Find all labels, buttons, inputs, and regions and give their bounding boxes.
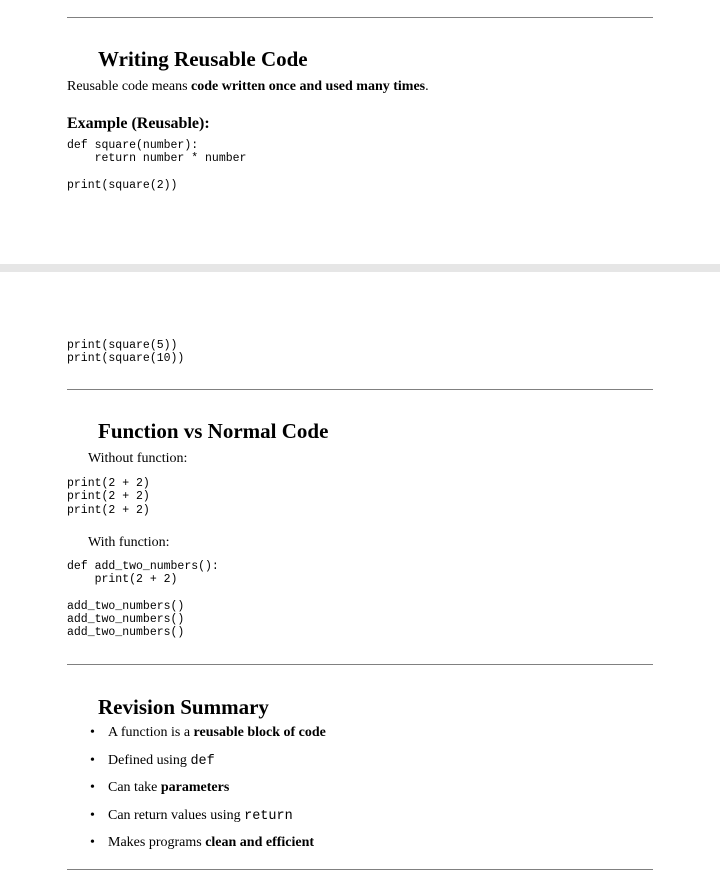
section-title: Function vs Normal Code [98,419,329,443]
list-item [90,779,326,807]
document-page-1 [0,0,720,264]
horizontal-rule [67,389,653,390]
summary-list [90,724,326,862]
list-item [90,807,326,835]
item-text: Can take [108,780,161,796]
item-bold-text: parameters [160,780,230,796]
list-item [90,834,326,862]
document-page-2 [0,272,720,879]
code-block-with-function: def add_two_numbers(): print(2 + 2) add_two_numbers() add_two_numbers() add_two_numbers() [67,560,219,640]
intro-bold-text: code written once and used many times [191,79,426,94]
item-code-keyword: return [244,808,293,824]
section-title: Writing Reusable Code [98,47,308,71]
horizontal-rule [67,17,653,18]
item-text: Can return values using [108,807,245,823]
list-item [90,724,326,752]
item-text: Defined using [108,752,191,768]
section-title: Revision Summary [98,695,269,719]
item-bold-text: reusable block of code [193,725,326,740]
code-block-without-function: print(2 + 2) print(2 + 2) print(2 + 2) [67,477,150,517]
example-heading: Example (Reusable): [67,115,210,132]
without-function-label: Without function: [88,451,188,466]
code-block-square: def square(number): return number * number print(square(2)) [67,139,247,192]
with-function-label: With function: [88,535,170,550]
item-bold-text: clean and efficient [205,835,315,851]
horizontal-rule [67,664,653,665]
item-text: Makes programs [108,835,206,851]
horizontal-rule [67,869,653,870]
code-block-continued: print(square(5)) print(square(10)) [67,339,185,366]
page-separator [0,264,720,272]
list-item [90,752,326,780]
item-code-keyword: def [190,753,215,769]
intro-text: Reusable code means [67,79,192,94]
intro-paragraph [67,78,429,96]
item-text: A function is a [108,725,194,740]
intro-suffix: . [425,79,429,94]
